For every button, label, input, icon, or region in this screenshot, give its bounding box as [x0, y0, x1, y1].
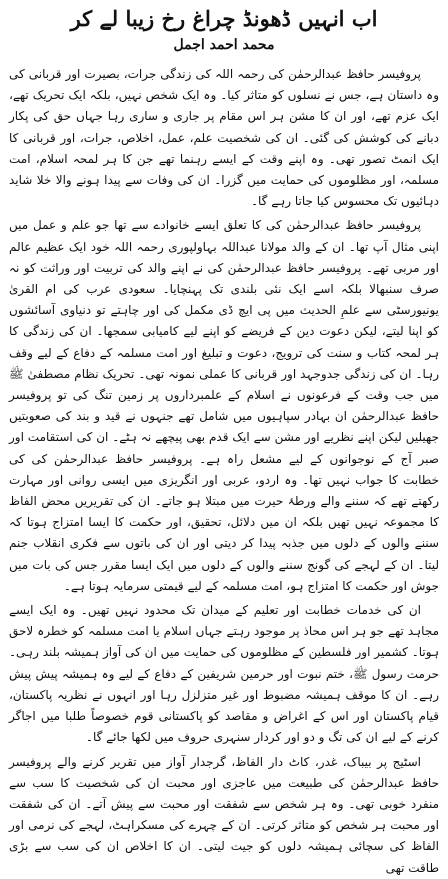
article-paragraph-1: پروفیسر حافظ عبدالرحمٰن کی رحمہ اللہ کی زندگی جرات، بصیرت اور قربانی کی وہ داستان ہے، جس نے نسلوں کو متاثر کیا۔ وہ ایک شخص نہیں، بلکہ ایک تحریک تھے، ایک عزم تھے، اور ان کا مشن ہر اس مقام پر جاری و ساری رہا جہاں حق کی پکار دبانے کی کوشش کی گئی۔ ان کی شخصیت علم، عمل، اخلاص، جرات، اور قربانی کا ایک انمٹ تصور تھی۔ وہ اپنے وقت کے ایسے رہنما تھے جن کا ہر لمحہ اسلام، امت مسلمہ، اور مظلوموں کی حمایت میں گزرا۔ ان کی وفات سے پیدا ہونے والا خلا شاید دہائیوں تک محسوس کیا جاتا رہے گا۔: [9, 67, 439, 209]
headline: اب انہیں ڈھونڈ چراغ رخ زیبا لے کر: [70, 6, 378, 31]
article-paragraph-2: پروفیسر حافظ عبدالرحمٰن کی کا تعلق ایسے خانوادے سے تھا جو علم و عمل میں اپنی مثال آپ تھا۔ ان کے والد مولانا عبداللہ بہاولپوری رحمہ اللہ خود ایک عظیم عالم اور مربی تھے۔ پروفیسر حافظ عبدالرحمٰن کی نے اپنے والد کی تربیت اور وراثت کو نہ صرف سنبھالا بلکہ اسے ایک نئی بلندی تک پہنچایا۔ سعودی عرب کی ام القریٰ یونیورسٹی سے علمِ الحدیث میں پی ایچ ڈی مکمل کی اور چاہتے تو دنیاوی آسائشوں کو اپنا لیتے، لیکن دعوت دین کے فریضے کو اپنے لیے کامیابی سمجھا۔ ان کی زندگی کا ہر لمحہ کتاب و سنت کی ترویج، دعوت و تبلیغ اور امت مسلمہ کے دفاع کے لیے وقف رہا۔ ان کی زندگی جدوجہد اور قربانی کا عملی نمونہ تھی۔ تحریک نظام مصطفیٰ ﷺ میں جب وقت کے فرعونوں نے اسلام کے علمبرداروں پر زمین تنگ کی تو پروفیسر حافظ عبدالرحمٰن ان بہادر سپاہیوں میں شامل تھے جنہوں نے قید و بند کی صعوبتیں جھیلیں لیکن اپنے نظریے اور مشن سے ایک قدم بھی پیچھے نہ ہٹے۔ ان کی استقامت اور صبر آج کے نوجوانوں کے لیے مشعل راہ ہے۔ پروفیسر حافظ عبدالرحمٰن کی کی خطابت کا جواب نہیں تھا۔ وہ اردو، عربی اور انگریزی میں ایسی روانی اور مہارت رکھتے تھے کہ سننے والے ورطۂ حیرت میں مبتلا ہو جاتے۔ ان کی تقریریں محض الفاظ کا مجموعہ نہیں تھیں بلکہ ان میں دلائل، تحقیق، اور حکمت کا ایسا امتزاج ہوتا کہ سننے والوں کے دلوں میں جذبہ پیدا کر دیتی اور ان کی باتوں سے فکری انقلاب جنم لیتا۔ ان کے لہجے کی گونج سننے والوں کے دلوں میں ایک ایسا مقرر جس کی بات میں جوش اور حکمت کا امتزاج ہو، امت مسلمہ کے لیے قیمتی سرمایہ ہوتا ہے۔: [9, 218, 440, 593]
article-body: [9, 64, 439, 879]
author-byline: محمد احمد اجمل: [173, 37, 275, 53]
article-paragraph-4: اسٹیج پر بیباک، غدر، کاٹ دار الفاظ، گرجدار آواز میں تقریر کرنے والے پروفیسر حافظ عبدالرحمٰن کی طبیعت میں عاجزی اور محبت ان کی شخصیت کا سب سے منفرد خوبی تھی۔ وہ ہر شخص سے شفقت اور محبت سے پیش آتے۔ ان کی شفقت اور محبت ہر شخص کو متاثر کرتی۔ ان کے چہرے کی مسکراہٹ، لہجے کی نرمی اور الفاظ کی سچائی ہمیشہ دلوں کو جیت لیتی۔ ان کا اخلاص ان کی سب سے بڑی طاقت تھی: [9, 754, 439, 875]
article-paragraph-3: ان کی خدمات خطابت اور تعلیم کے میدان تک محدود نہیں تھیں۔ وہ ایک ایسے مجاہد تھے جو ہر اس محاذ پر موجود رہتے جہاں اسلام یا امت مسلمہ کو خطرہ لاحق ہوتا۔ کشمیر اور فلسطین کے مظلوموں کی حمایت میں ان کی آواز ہمیشہ بلند رہی۔ حرمت رسول ﷺ، ختم نبوت اور حرمین شریفین کے دفاع کے لیے وہ ہمیشہ پیش پیش رہے۔ ان کا موقف ہمیشہ مضبوط اور غیر متزلزل رہا اور انہوں نے نظریہ پاکستان، قیام پاکستان اور اس کے اغراض و مقاصد کو پاکستانی قوم خصوصاً طلبا میں اجاگر کرنے کے لیے ان کی تگ و دو اور کردار سنہری حروف میں لکھا جائے گا۔: [9, 603, 439, 745]
